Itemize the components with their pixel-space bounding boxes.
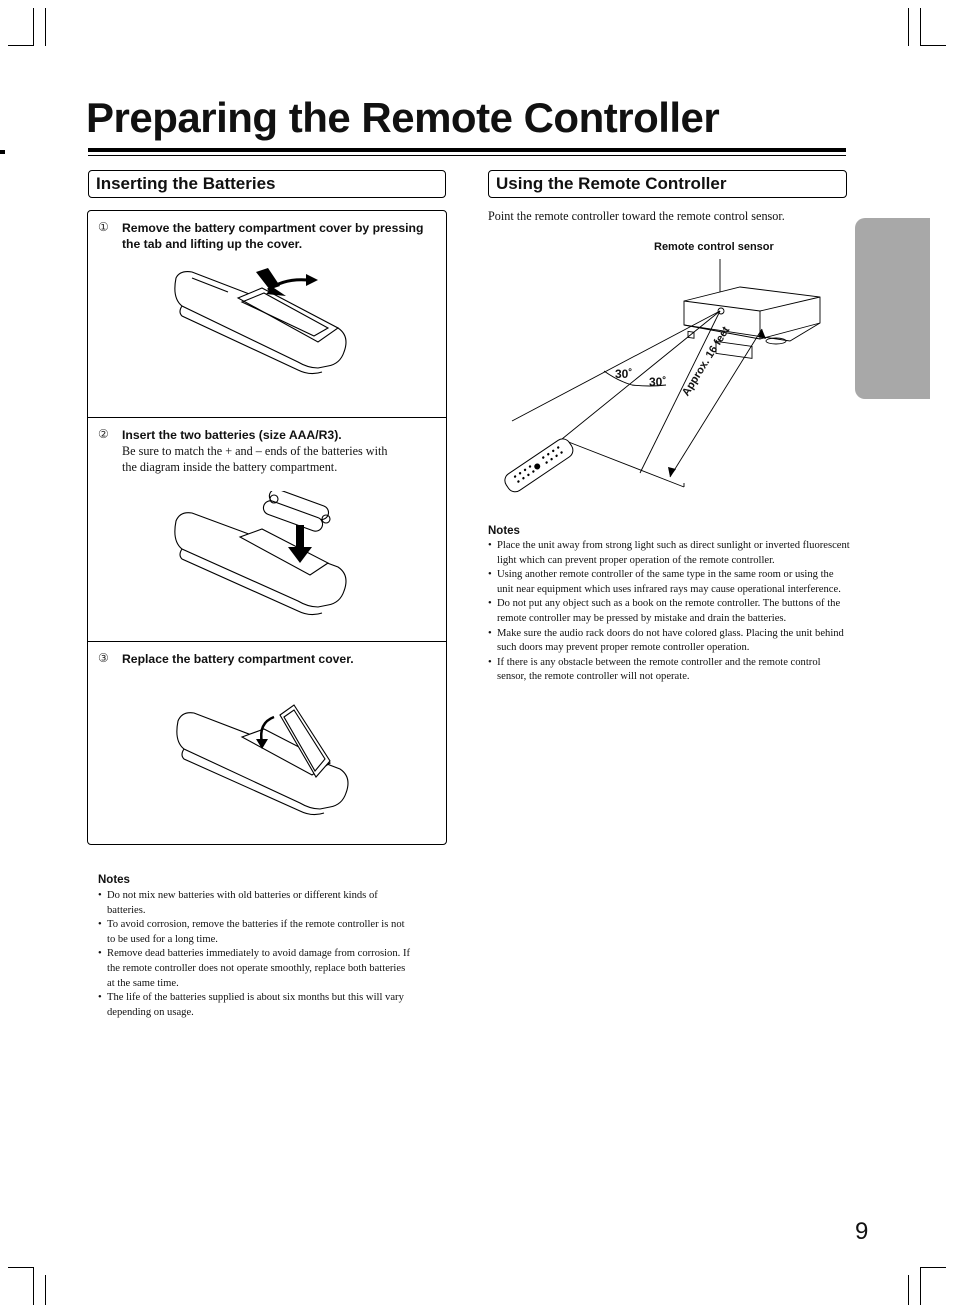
right-notes-list	[488, 539, 850, 685]
step-divider	[88, 417, 446, 418]
step-divider	[88, 641, 446, 642]
battery-steps-box	[87, 210, 447, 845]
angle-left-label: 30˚	[615, 367, 633, 381]
angle-right-label: 30˚	[649, 375, 667, 389]
using-remote-intro: Point the remote controller toward the remote control sensor.	[488, 209, 785, 223]
chapter-tab	[855, 218, 930, 399]
battery-insert-illustration	[168, 491, 358, 621]
cover-replace-illustration	[170, 701, 360, 821]
title-rule-thin	[88, 155, 846, 156]
sensor-label: Remote control sensor	[654, 241, 774, 253]
list-item: • Make sure the audio rack doors do not have colored glass. Placing the unit behind such doors may prevent proper remote controller operation.	[488, 627, 850, 656]
list-item: • If there is any obstacle between the remote controller and the remote control sensor, the remote controller will not operate.	[488, 656, 850, 685]
section-heading-batteries: Inserting the Batteries	[88, 170, 446, 198]
step-1-instruction: Remove the battery compartment cover by pressing the tab and lifting up the cover.	[122, 221, 424, 251]
step-3-instruction: Replace the battery compartment cover.	[122, 652, 354, 666]
list-item: • Do not put any object such as a book on the remote controller. The buttons of the remote controller may be pressed by mistake and drain the batteries.	[488, 597, 850, 626]
left-notes-list	[98, 889, 410, 1020]
section-heading-using-remote: Using the Remote Controller	[488, 170, 847, 198]
step-3-number: ③	[98, 651, 109, 665]
step-2-detail: Be sure to match the + and – ends of the batteries with the diagram inside the battery compartment.	[122, 444, 388, 474]
step-1-number: ①	[98, 220, 109, 234]
page-title: Preparing the Remote Controller	[86, 94, 720, 141]
step-2-number: ②	[98, 427, 109, 441]
page-number: 9	[855, 1218, 869, 1245]
list-item: • The life of the batteries supplied is about six months but this will vary depending on usage.	[98, 991, 410, 1020]
right-notes-heading: Notes	[488, 525, 520, 537]
list-item: • Using another remote controller of the same type in the same room or using the unit near equipment which uses infrared rays may cause operational interference.	[488, 568, 850, 597]
step-2-instruction: Insert the two batteries (size AAA/R3).	[122, 428, 342, 442]
title-rule	[88, 148, 846, 152]
list-item: • Place the unit away from strong light such as direct sunlight or inverted fluorescent light which can prevent proper operation of the remote controller.	[488, 539, 850, 568]
left-notes-heading: Notes	[98, 874, 130, 886]
list-item: • Do not mix new batteries with old batteries or different kinds of batteries.	[98, 889, 410, 918]
list-item: • Remove dead batteries immediately to avoid damage from corrosion. If the remote controller does not operate smoothly, replace both batteries at the same time.	[98, 947, 410, 991]
remote-cover-removal-illustration	[168, 266, 358, 376]
list-item: • To avoid corrosion, remove the batteries if the remote controller is not to be used for a long time.	[98, 918, 410, 947]
remote-range-diagram	[500, 255, 840, 505]
distance-label: Approx. 16 feet	[680, 324, 733, 399]
